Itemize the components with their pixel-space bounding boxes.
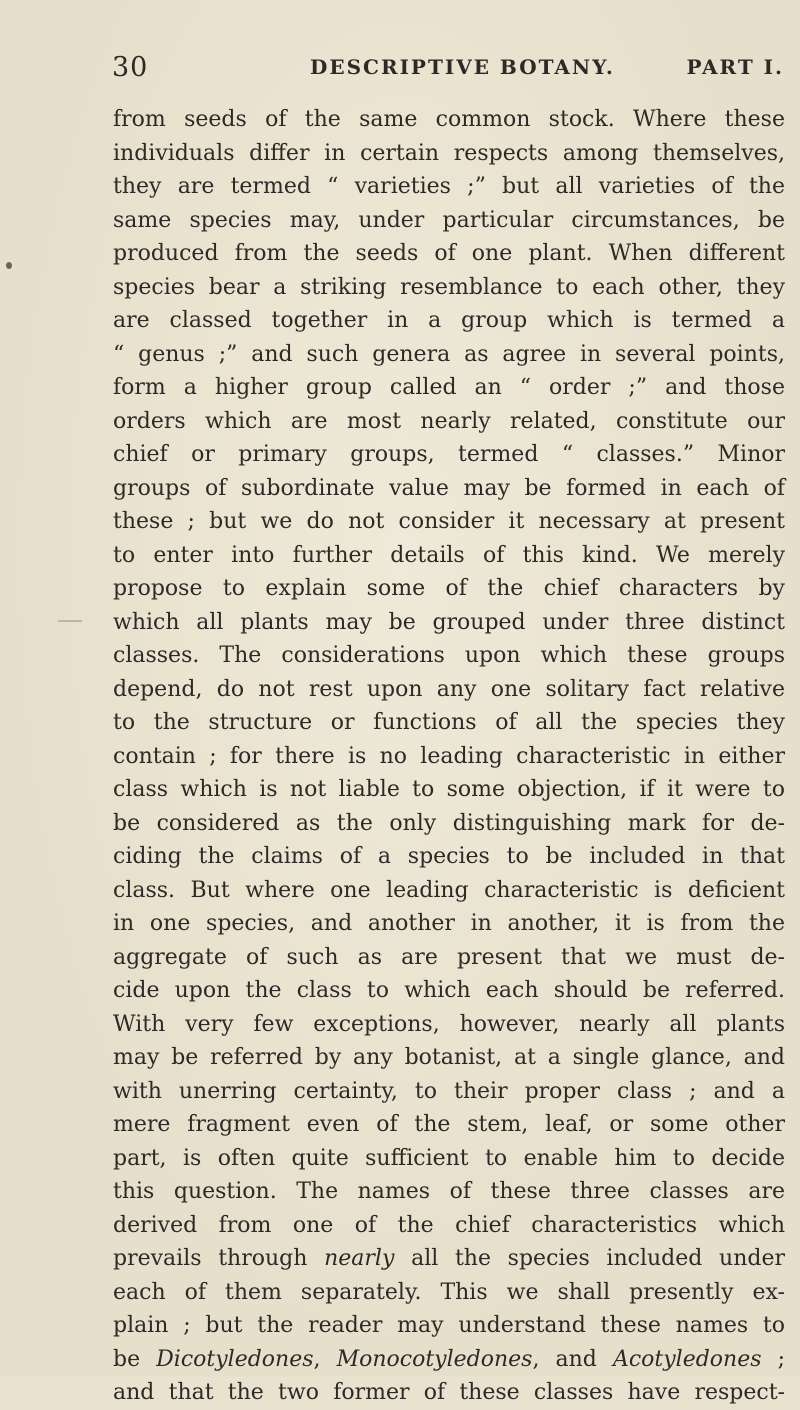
text-line: form a higher group called an “ order ;” and those (113, 375, 785, 400)
running-header (112, 52, 784, 88)
text-line: part, is often quite sufficient to enable him to decide (113, 1145, 785, 1171)
text-line: with unerring certainty, to their proper class ; and a (113, 1078, 785, 1104)
body-text (113, 103, 785, 1410)
running-title: DESCRIPTIVE BOTANY. (310, 55, 615, 79)
text-line: be Dicotyledones, Monocotyledones, and Acotyledones ; (113, 1346, 785, 1372)
text-line: plain ; but the reader may understand these names to (113, 1313, 785, 1338)
text-line: chief or primary groups, termed “ classes.” Minor (113, 442, 785, 467)
text-line: propose to explain some of the chief characters by (113, 576, 785, 601)
text-line: individuals differ in certain respects among themselves, (113, 140, 785, 166)
italic-term: nearly (324, 1246, 395, 1271)
text-line: ciding the claims of a species to be included in that (113, 844, 785, 869)
text-line: With very few exceptions, however, nearly all plants (113, 1011, 785, 1037)
text-line: class which is not liable to some objection, if it were to (113, 777, 785, 802)
text-line: depend, do not rest upon any one solitary fact relative (113, 676, 785, 702)
text-line: from seeds of the same common stock. Where these (113, 107, 785, 132)
text-line: “ genus ;” and such genera as agree in several points, (113, 341, 785, 367)
text-line: same species may, under particular circumstances, be (113, 207, 785, 233)
text-line: to enter into further details of this kind. We merely (113, 542, 785, 568)
text-line: class. But where one leading characteristic is deficient (113, 877, 785, 903)
text-line: this question. The names of these three classes are (113, 1179, 785, 1204)
text-line: produced from the seeds of one plant. When different (113, 241, 785, 266)
text-line: species bear a striking resemblance to each other, they (113, 274, 785, 300)
text-line: are classed together in a group which is termed a (113, 308, 785, 333)
text-line: in one species, and another in another, it is from the (113, 911, 785, 936)
text-line: be considered as the only distinguishing mark for de- (113, 810, 785, 836)
margin-dot (6, 262, 12, 269)
italic-term: Dicotyledones (156, 1346, 314, 1372)
margin-mark (58, 620, 82, 622)
text-line: to the structure or functions of all the species they (113, 710, 785, 735)
text-line: may be referred by any botanist, at a single glance, and (113, 1045, 785, 1070)
italic-term: Acotyledones (612, 1346, 762, 1372)
text-line: these ; but we do not consider it necessary at present (113, 509, 785, 534)
text-line: mere fragment even of the stem, leaf, or some other (113, 1112, 785, 1137)
text-line: they are termed “ varieties ;” but all varieties of the (113, 174, 785, 199)
text-line: cide upon the class to which each should be referred. (113, 978, 785, 1003)
page-number: 30 (112, 52, 149, 83)
text-line: prevails through nearly all the species included under (113, 1246, 785, 1271)
text-line: classes. The considerations upon which these groups (113, 643, 785, 668)
text-line: orders which are most nearly related, constitute our (113, 408, 785, 434)
part-label: PART I. (686, 55, 784, 79)
text-line: each of them separately. This we shall presently ex- (113, 1279, 785, 1305)
italic-term: Monocotyledones (336, 1346, 533, 1372)
text-line: aggregate of such as are present that we must de- (113, 944, 785, 970)
text-line: derived from one of the chief characteristics which (113, 1212, 785, 1238)
text-line: groups of subordinate value may be formed in each of (113, 475, 785, 501)
text-line: which all plants may be grouped under three distinct (113, 609, 785, 635)
text-line: contain ; for there is no leading characteristic in either (113, 743, 785, 769)
text-line: and that the two former of these classes have respect- (113, 1380, 785, 1405)
